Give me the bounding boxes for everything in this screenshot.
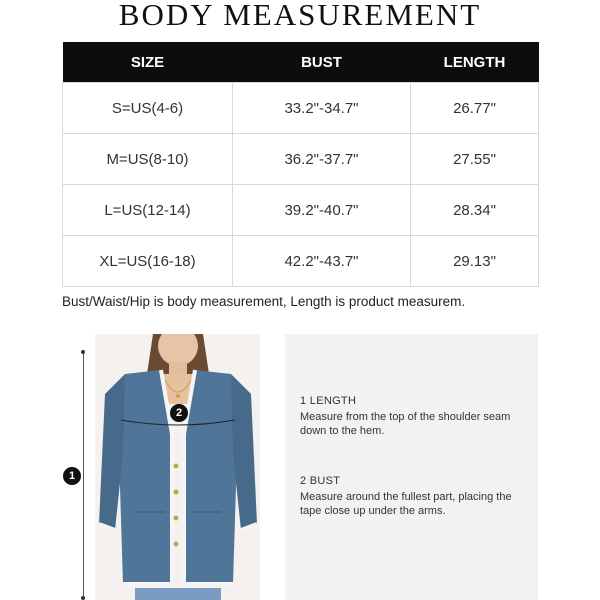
table-row: [63, 185, 539, 236]
size-cell: XL=US(16-18): [63, 236, 233, 287]
length-cell: 29.13": [411, 236, 539, 287]
bust-guide-text: Measure around the fullest part, placing the tape close up under the arms.: [300, 491, 512, 517]
bust-cell: 36.2"-37.7": [233, 134, 411, 185]
bust-cell: 33.2"-34.7": [233, 83, 411, 134]
bust-guide: [300, 474, 530, 518]
cardigan-illustration: [95, 334, 260, 600]
table-row: [63, 134, 539, 185]
product-photo: [95, 334, 260, 600]
length-guide-heading: 1 LENGTH: [300, 395, 357, 407]
table-row: [63, 83, 539, 134]
measurement-guide-panel: [285, 334, 538, 600]
size-cell: M=US(8-10): [63, 134, 233, 185]
column-header-size: SIZE: [63, 42, 233, 83]
bust-guide-heading: 2 BUST: [300, 475, 341, 487]
length-guide-text: Measure from the top of the shoulder seam down to the hem.: [300, 411, 511, 437]
table-row: [63, 236, 539, 287]
length-line-bottom-dot: [81, 596, 85, 600]
size-chart-table: [62, 42, 539, 287]
bust-cell: 39.2"-40.7": [233, 185, 411, 236]
table-header-row: [63, 42, 539, 83]
length-cell: 26.77": [411, 83, 539, 134]
bust-cell: 42.2"-43.7": [233, 236, 411, 287]
length-cell: 28.34": [411, 185, 539, 236]
length-guide: [300, 394, 530, 438]
bust-marker: 2: [170, 404, 188, 422]
page-title: BODY MEASUREMENT: [118, 0, 482, 32]
column-header-bust: BUST: [233, 42, 411, 83]
length-line-top-dot: [81, 350, 85, 354]
size-cell: L=US(12-14): [63, 185, 233, 236]
measurement-note: Bust/Waist/Hip is body measurement, Length is product measurem.: [62, 294, 466, 309]
length-marker: 1: [63, 467, 81, 485]
length-cell: 27.55": [411, 134, 539, 185]
size-cell: S=US(4-6): [63, 83, 233, 134]
length-indicator-line: [83, 352, 84, 598]
column-header-length: LENGTH: [411, 42, 539, 83]
